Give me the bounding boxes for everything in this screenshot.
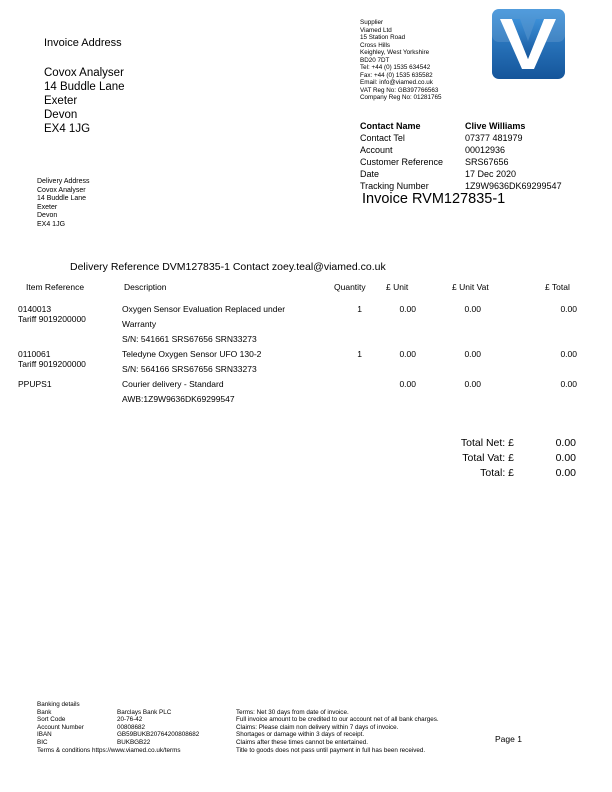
bank-value: BUKBGB22 (117, 738, 151, 746)
item-quantity: 1 (357, 349, 362, 359)
total-value: 0.00 (555, 467, 576, 479)
contact-value: 07377 481979 (465, 133, 523, 143)
item-unit: 0.00 (399, 379, 416, 389)
terms-line: Claims: Please claim non delivery within 7 days of invoice. (236, 723, 399, 731)
terms-block (236, 709, 439, 755)
item-description-cont: Warranty (122, 319, 157, 329)
delivery-address-line: 14 Buddle Lane (37, 195, 87, 202)
header-unit-vat: £ Unit Vat (452, 282, 489, 292)
item-unit-vat: 0.00 (464, 349, 481, 359)
item-unit-vat: 0.00 (464, 379, 481, 389)
contact-label: Account (360, 145, 393, 155)
bank-value: 20-76-42 (117, 716, 143, 724)
contact-row (360, 168, 562, 180)
invoice-address-line: Covox Analyser (44, 67, 124, 79)
supplier-line: Keighley, West Yorkshire (360, 49, 430, 56)
header-description: Description (124, 282, 167, 292)
item-unit: 0.00 (399, 349, 416, 359)
item-description: Teledyne Oxygen Sensor UFO 130-2 (122, 349, 262, 359)
supplier-block (360, 19, 442, 102)
viamed-logo-icon (492, 9, 565, 79)
delivery-reference: Delivery Reference DVM127835-1 Contact zoey.teal@viamed.co.uk (70, 261, 386, 273)
bank-row (37, 724, 199, 732)
bank-key: Bank (37, 708, 52, 716)
contact-row (360, 120, 562, 132)
item-total: 0.00 (560, 304, 577, 314)
delivery-address-line: Covox Analyser (37, 186, 86, 194)
bank-row (37, 731, 199, 739)
contact-value: 00012936 (465, 145, 506, 155)
delivery-address-line: EX4 1JG (37, 220, 66, 228)
item-unit: 0.00 (399, 304, 416, 314)
total-label: Total: £ (480, 467, 514, 479)
item-description: Courier delivery - Standard (122, 379, 224, 389)
invoice-title: Invoice RVM127835-1 (362, 191, 506, 207)
delivery-address-line: Devon (37, 212, 58, 219)
item-reference: 0140013 (18, 304, 52, 314)
contact-details (360, 120, 562, 192)
contact-value: 1Z9W9636DK69299547 (465, 181, 562, 191)
item-total: 0.00 (560, 349, 577, 359)
item-description: Oxygen Sensor Evaluation Replaced under (122, 304, 286, 314)
tariff-code: Tariff 9019200000 (18, 359, 86, 369)
item-serial: S/N: 564166 SRS67656 SRN33273 (122, 364, 257, 374)
bank-value: 00808682 (117, 723, 146, 731)
bank-value: Barclays Bank PLC (117, 708, 172, 716)
supplier-line: Fax: +44 (0) 1535 635582 (360, 71, 433, 79)
bank-key: IBAN (37, 731, 52, 739)
bank-row (37, 739, 199, 747)
item-total: 0.00 (560, 379, 577, 389)
banking-details (37, 701, 199, 754)
bank-row (37, 716, 199, 724)
contact-value: Clive Williams (465, 121, 526, 131)
supplier-line: 15 Station Road (360, 34, 406, 41)
contact-label: Tracking Number (360, 181, 429, 191)
delivery-address-line: Delivery Address (37, 178, 90, 185)
supplier-line: Email: info@viamed.co.uk (360, 79, 433, 86)
header-total: £ Total (545, 282, 570, 292)
banking-title: Banking details (37, 701, 80, 708)
invoice-address-title: Invoice Address (44, 37, 122, 49)
contact-label: Date (360, 169, 380, 179)
supplier-line: Tel: +44 (0) 1535 634542 (360, 64, 431, 71)
supplier-line: Viamed Ltd (360, 26, 392, 34)
contact-value: 17 Dec 2020 (465, 169, 517, 179)
viamed-logo (492, 9, 565, 79)
supplier-line: Supplier (360, 19, 384, 26)
contact-label: Contact Tel (360, 133, 405, 143)
bank-key: Account Number (37, 723, 84, 731)
terms-line: Terms: Net 30 days from date of invoice. (236, 708, 349, 716)
item-awb: AWB:1Z9W9636DK69299547 (122, 394, 235, 404)
item-quantity: 1 (357, 304, 362, 314)
contact-label: Customer Reference (360, 157, 444, 167)
invoice-address-line: EX4 1JG (44, 123, 91, 135)
bank-key: BIC (37, 738, 48, 746)
item-serial: S/N: 541661 SRS67656 SRN33273 (122, 334, 257, 344)
supplier-line: Cross Hills (360, 41, 391, 49)
item-unit-vat: 0.00 (464, 304, 481, 314)
contact-value: SRS67656 (465, 157, 509, 167)
page-number: Page 1 (495, 734, 522, 744)
total-vat-label: Total Vat: £ (462, 452, 514, 464)
header-quantity: Quantity (334, 282, 366, 292)
contact-row (360, 132, 562, 144)
delivery-address (37, 178, 90, 229)
total-vat-value: 0.00 (555, 452, 576, 464)
invoice-address (44, 66, 125, 136)
tariff-code: Tariff 9019200000 (18, 314, 86, 324)
header-unit: £ Unit (386, 282, 409, 292)
supplier-line: BD20 7DT (360, 56, 390, 64)
contact-row (360, 144, 562, 156)
bank-key: Sort Code (37, 716, 66, 724)
terms-line: Claims after these times cannot be entertained. (236, 738, 368, 746)
delivery-address-line: Exeter (37, 203, 58, 211)
invoice-address-line: Devon (44, 109, 78, 121)
header-item-reference: Item Reference (26, 282, 85, 292)
contact-row (360, 156, 562, 168)
contact-label: Contact Name (360, 121, 421, 131)
supplier-line: Company Reg No: 01281765 (360, 94, 442, 101)
invoice-address-line: Exeter (44, 95, 78, 107)
supplier-line: VAT Reg No: GB397766563 (360, 86, 439, 94)
terms-line: Full invoice amount to be credited to our account net of all bank charges. (236, 716, 439, 724)
terms-line: Shortages or damage within 3 days of receipt. (236, 731, 365, 739)
bank-value: GB59BUKB20764200808682 (117, 731, 200, 739)
total-net-value: 0.00 (555, 437, 576, 449)
terms-line: Title to goods does not pass until payment in full has been received. (236, 746, 426, 754)
item-reference: 0110061 (18, 349, 51, 359)
terms-link[interactable]: Terms & conditions https://www.viamed.co.uk/terms (37, 746, 181, 754)
invoice-address-line: 14 Buddle Lane (44, 81, 125, 93)
total-net-label: Total Net: £ (460, 437, 514, 449)
item-reference: PPUPS1 (18, 379, 52, 389)
bank-row (37, 709, 199, 717)
